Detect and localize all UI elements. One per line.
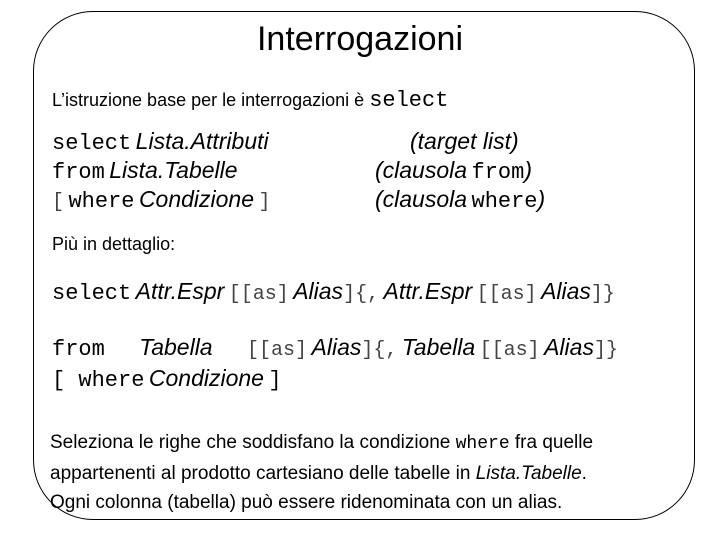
detail-select-line (52, 278, 615, 306)
keyword-from: from (52, 337, 105, 362)
description-term-lista-tabelle: Lista.Tabelle (475, 463, 582, 484)
repeat-open: ]{, (343, 283, 380, 306)
term-lista-attributi: Lista.Attributi (135, 128, 269, 154)
keyword-select: select (52, 131, 132, 156)
term-attr-espr: Attr.Espr (135, 278, 225, 304)
as-clause-open: [[as] (476, 283, 537, 306)
keyword-from: from (52, 160, 105, 185)
keyword-where-close: ] (268, 368, 282, 393)
detail-where-line (52, 365, 282, 393)
repeat-close: ]} (593, 339, 618, 362)
note-suffix: ) (537, 186, 546, 212)
note-suffix: ) (524, 157, 532, 183)
bracket-open: [ (52, 191, 65, 214)
bracket-close: ] (258, 191, 271, 214)
intro-text: L’istruzione base per le interrogazioni è (52, 90, 365, 110)
note-prefix: (clausola (375, 186, 468, 212)
description-line-1 (50, 428, 700, 459)
description-keyword-where: where (455, 434, 510, 454)
term-alias: Alias (293, 278, 344, 304)
keyword-where: where (68, 189, 135, 214)
syntax-basic-line-3 (52, 186, 271, 214)
term-condizione: Condizione (148, 365, 264, 391)
term-alias: Alias (541, 278, 591, 304)
term-attr-espr: Attr.Espr (383, 278, 473, 304)
term-lista-tabelle: Lista.Tabelle (109, 157, 238, 183)
syntax-basic-line-2 (52, 157, 238, 185)
description-line-3: Ogni colonna (tabella) può essere ridenominata con un alias. (50, 492, 563, 513)
note-prefix: (clausola (375, 157, 468, 183)
detail-heading: Più in dettaglio: (52, 234, 176, 254)
term-alias: Alias (311, 334, 362, 360)
as-clause-open: [[as] (247, 339, 308, 362)
description-text: fra quelle (514, 432, 594, 453)
term-alias: Alias (544, 334, 594, 360)
note-clausola-from (375, 157, 532, 185)
title-box (210, 12, 510, 66)
intro-keyword: select (369, 88, 449, 113)
detail-from-line (52, 334, 618, 362)
note-clausola-where (375, 186, 545, 214)
keyword-select: select (52, 281, 132, 306)
note-target-list: (target list) (410, 128, 519, 154)
description-text: appartenenti al prodotto cartesiano delle tabelle in (50, 463, 471, 484)
repeat-close: ]} (590, 283, 615, 306)
description (50, 428, 700, 517)
note-keyword-from: from (471, 160, 525, 185)
slide-title: Interrogazioni (256, 20, 463, 58)
description-text: . (581, 463, 587, 484)
note-keyword-where: where (471, 189, 538, 214)
description-text: Seleziona le righe che soddisfano la condizione (50, 432, 451, 453)
intro-line (52, 88, 448, 113)
term-tabella: Tabella (139, 334, 213, 360)
term-condizione: Condizione (138, 186, 255, 212)
keyword-where-open: [ where (52, 368, 145, 393)
as-clause-open: [[as] (228, 283, 289, 306)
as-clause-open: [[as] (479, 339, 540, 362)
syntax-basic-line-1 (52, 128, 269, 156)
description-line-2 (50, 459, 700, 488)
term-tabella: Tabella (401, 334, 476, 360)
repeat-open: ]{, (361, 339, 398, 362)
